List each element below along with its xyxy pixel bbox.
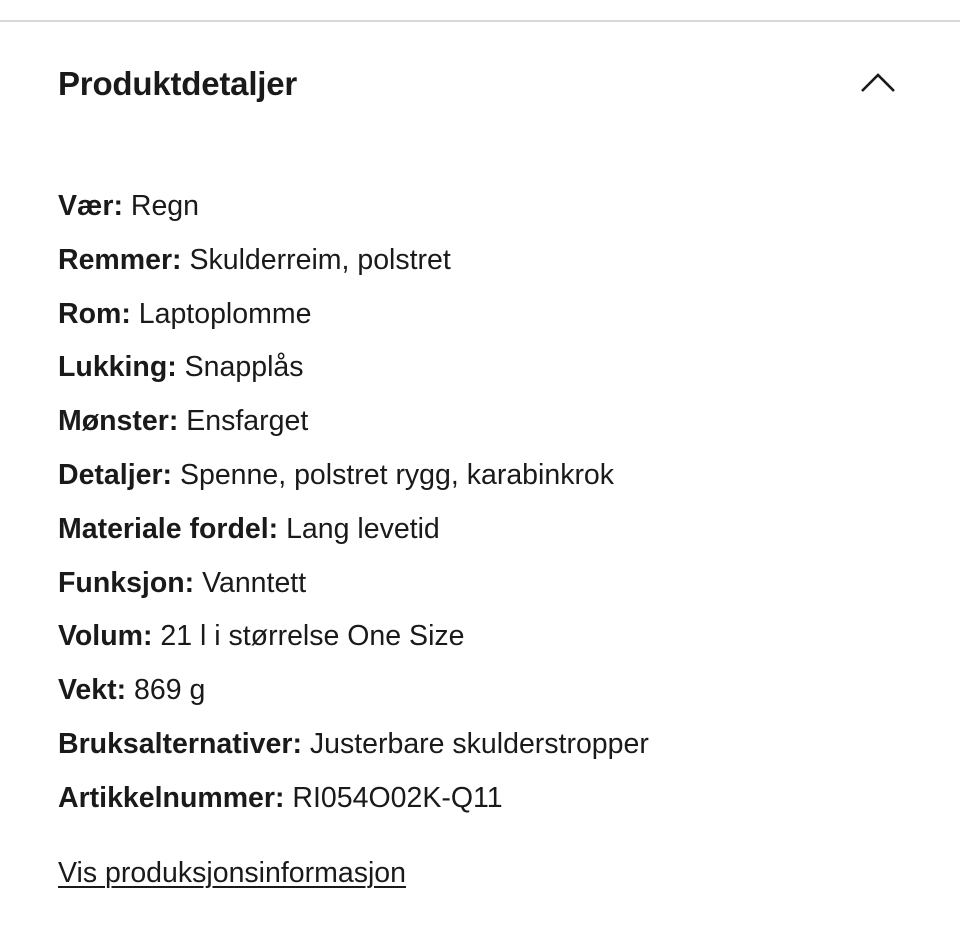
detail-row-straps <box>58 234 938 288</box>
detail-label: Vekt: <box>58 674 127 707</box>
detail-label: Bruksalternativer: <box>58 727 302 760</box>
section-title: Produktdetaljer <box>58 65 298 102</box>
detail-label: Artikkelnummer: <box>58 781 285 814</box>
detail-label: Vær: <box>58 190 123 222</box>
detail-row-closure <box>58 341 938 395</box>
detail-value: Laptoplomme <box>138 297 312 330</box>
detail-row-volume <box>58 610 938 664</box>
detail-value: Spenne, polstret rygg, karabinkrok <box>179 458 615 491</box>
detail-row-pattern <box>58 395 938 449</box>
product-details-header[interactable] <box>0 52 960 120</box>
detail-row-usage-options <box>58 718 938 772</box>
detail-row-weight <box>58 664 938 718</box>
detail-row-article-number <box>58 772 938 826</box>
detail-value: Skulderreim, polstret <box>189 243 451 276</box>
detail-label: Materiale fordel: <box>58 512 279 545</box>
detail-value: Regn <box>130 190 199 222</box>
detail-value: RI054O02K-Q11 <box>292 781 503 814</box>
detail-row-function <box>58 557 938 611</box>
detail-value: Justerbare skulderstropper <box>309 727 649 760</box>
detail-row-compartment <box>58 288 938 342</box>
detail-value: Vanntett <box>202 566 307 599</box>
detail-label: Lukking: <box>58 351 177 384</box>
top-divider <box>0 20 960 22</box>
details-list <box>58 180 938 826</box>
detail-label: Detaljer: <box>58 458 173 491</box>
detail-value: Lang levetid <box>286 512 440 545</box>
detail-row-details <box>58 449 938 503</box>
detail-label: Volum: <box>58 620 153 653</box>
detail-value: Ensfarget <box>186 405 309 438</box>
detail-row-material-benefit <box>58 503 938 557</box>
detail-label: Rom: <box>58 297 131 330</box>
detail-label: Mønster: <box>58 405 179 438</box>
detail-value: Snapplås <box>184 351 304 384</box>
detail-label: Funksjon: <box>58 566 195 599</box>
detail-label: Remmer: <box>58 243 182 276</box>
detail-row-weather <box>58 180 938 234</box>
detail-value: 869 g <box>134 674 206 707</box>
chevron-up-icon[interactable] <box>856 66 900 100</box>
detail-value: 21 l i størrelse One Size <box>160 620 465 653</box>
production-info-link[interactable]: Vis produksjonsinformasjon <box>58 857 406 889</box>
